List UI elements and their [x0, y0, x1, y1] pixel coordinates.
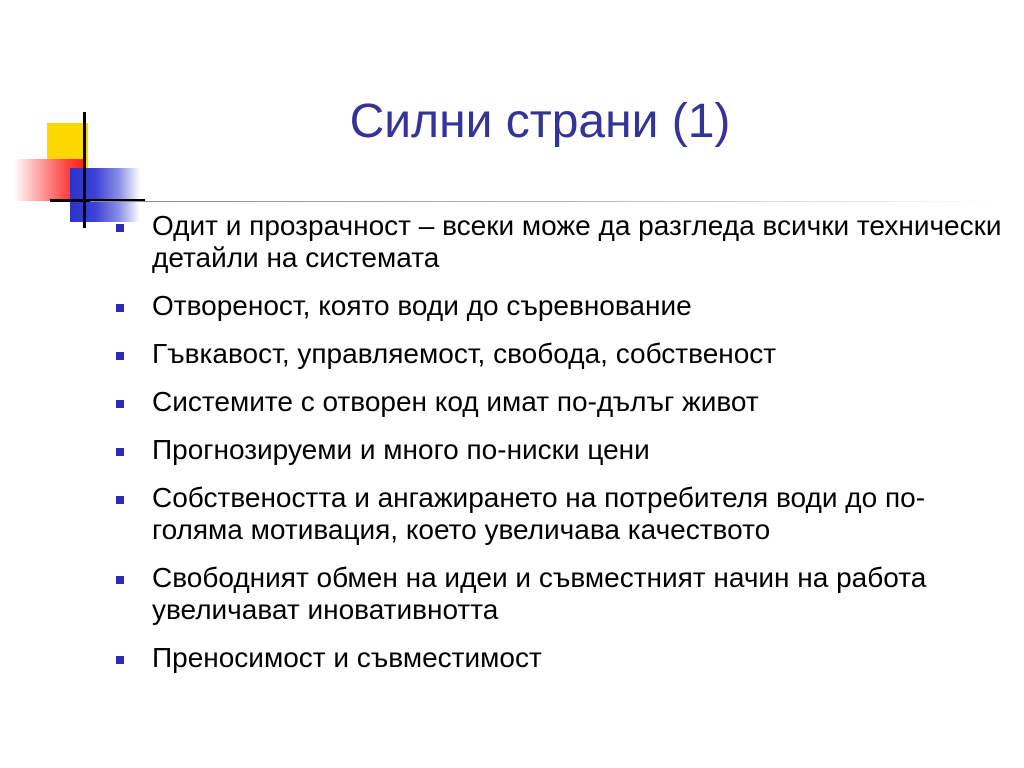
vertical-black-line: [83, 112, 86, 228]
slide-title: Силни страни (1): [349, 95, 731, 148]
bullet-text: Отвореност, която води до съревнование: [152, 290, 692, 321]
square-bullet-icon: [116, 304, 124, 312]
bullet-item: [110, 642, 1010, 674]
square-bullet-icon: [116, 400, 124, 408]
title-divider: [90, 201, 1000, 202]
bullet-text: Одит и прозрачност – всеки може да разгледа всички технически детайли на системата: [152, 210, 1002, 273]
bullet-item: [110, 482, 1010, 546]
bullet-item: [110, 434, 1010, 466]
decorative-corner-graphic: [0, 0, 150, 240]
bullet-item: [110, 338, 1010, 370]
square-bullet-icon: [116, 224, 124, 232]
bullet-text: Собствеността и ангажирането на потребителя води до по-голяма мотивация, което увеличава качеството: [152, 482, 926, 545]
bullet-item: [110, 386, 1010, 418]
square-bullet-icon: [116, 448, 124, 456]
bullet-text: Прогнозируеми и много по-ниски цени: [152, 434, 650, 465]
bullet-text: Системите с отворен код имат по-дълъг живот: [152, 386, 759, 417]
bullet-item: [110, 290, 1010, 322]
bullet-text: Гъвкавост, управляемост, свобода, собственост: [152, 338, 777, 369]
square-bullet-icon: [116, 576, 124, 584]
bullet-list: [110, 210, 1010, 690]
square-bullet-icon: [116, 656, 124, 664]
square-bullet-icon: [116, 496, 124, 504]
bullet-text: Свободният обмен на идеи и съвместният начин на работа увеличават иновативнотта: [152, 562, 927, 625]
bullet-item: [110, 210, 1010, 274]
square-bullet-icon: [116, 352, 124, 360]
bullet-item: [110, 562, 1010, 626]
bullet-text: Преносимост и съвместимост: [152, 642, 542, 673]
